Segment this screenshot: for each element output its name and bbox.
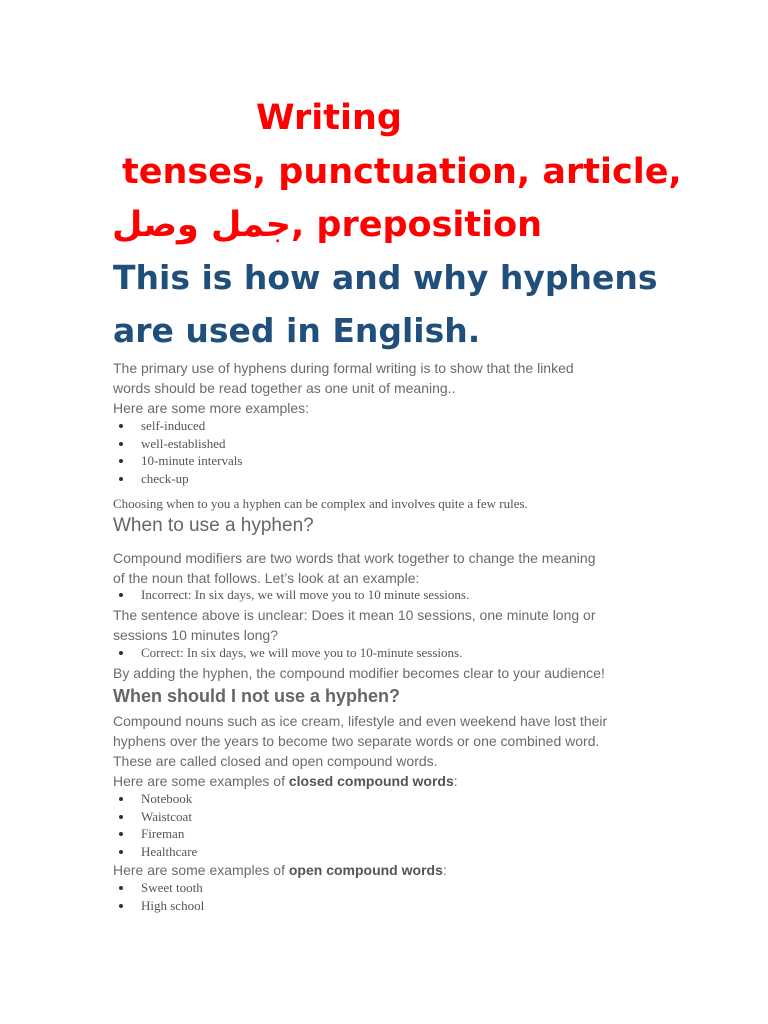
- bullet-icon: [119, 477, 123, 481]
- section1-conclusion: By adding the hyphen, the compound modifier becomes clear to your audience!: [113, 665, 605, 681]
- section1-text-line-2: of the noun that follows. Let’s look at an example:: [113, 570, 420, 586]
- section-heading-when-not-to-use: When should I not use a hyphen?: [113, 686, 400, 706]
- bullet-icon: [119, 651, 123, 655]
- section1-text-line-1: Compound modifiers are two words that work together to change the meaning: [113, 550, 596, 566]
- open-compound-list: [113, 879, 204, 914]
- title-line-2: tenses, punctuation, article,: [122, 152, 682, 192]
- bullet-icon: [119, 832, 123, 836]
- bullet-icon: [119, 815, 123, 819]
- section1-text-line-3: The sentence above is unclear: Does it mean 10 sessions, one minute long or: [113, 607, 596, 623]
- intro-line-2: words should be read together as one unit of meaning..: [113, 380, 456, 396]
- list-item: Fireman: [113, 825, 197, 843]
- section2-text-line-2: hyphens over the years to become two separate words or one combined word.: [113, 733, 600, 749]
- list-item: Waistcoat: [113, 808, 197, 826]
- title-line-1: Writing: [256, 98, 402, 138]
- list-item: Sweet tooth: [113, 879, 204, 897]
- list-item: Correct: In six days, we will move you to 10-minute sessions.: [113, 644, 462, 662]
- main-heading-line-2: are used in English.: [113, 311, 481, 350]
- section1-text-line-4: sessions 10 minutes long?: [113, 627, 278, 643]
- main-heading-line-1: This is how and why hyphens: [113, 258, 658, 297]
- bullet-icon: [119, 850, 123, 854]
- title-line-3: جمل وصل, preposition: [112, 205, 543, 245]
- list-item: well-established: [113, 435, 242, 453]
- section2-text-line-3: These are called closed and open compound words.: [113, 753, 438, 769]
- bullet-icon: [119, 424, 123, 428]
- bullet-icon: [119, 593, 123, 597]
- bullet-icon: [119, 459, 123, 463]
- intro-line-1: The primary use of hyphens during formal writing is to show that the linked: [113, 360, 574, 376]
- list-item: High school: [113, 897, 204, 915]
- bullet-icon: [119, 886, 123, 890]
- incorrect-example-list: [113, 586, 469, 604]
- intro-examples-label: Here are some more examples:: [113, 400, 310, 416]
- correct-example-list: [113, 644, 462, 662]
- closed-compound-list: [113, 790, 197, 860]
- open-compound-intro: Here are some examples of open compound words:: [113, 862, 447, 878]
- list-item: self-induced: [113, 417, 242, 435]
- section2-text-line-1: Compound nouns such as ice cream, lifestyle and even weekend have lost their: [113, 713, 608, 729]
- list-item: Notebook: [113, 790, 197, 808]
- bullet-icon: [119, 442, 123, 446]
- bullet-icon: [119, 904, 123, 908]
- bullet-icon: [119, 797, 123, 801]
- list-item: Healthcare: [113, 843, 197, 861]
- list-item: Incorrect: In six days, we will move you to 10 minute sessions.: [113, 586, 469, 604]
- choosing-note: Choosing when to you a hyphen can be complex and involves quite a few rules.: [113, 496, 528, 511]
- list-item: check-up: [113, 470, 242, 488]
- list-item: 10-minute intervals: [113, 452, 242, 470]
- closed-compound-intro: Here are some examples of closed compound words:: [113, 773, 458, 789]
- examples-list: [113, 417, 242, 487]
- section-heading-when-to-use: When to use a hyphen?: [113, 515, 314, 536]
